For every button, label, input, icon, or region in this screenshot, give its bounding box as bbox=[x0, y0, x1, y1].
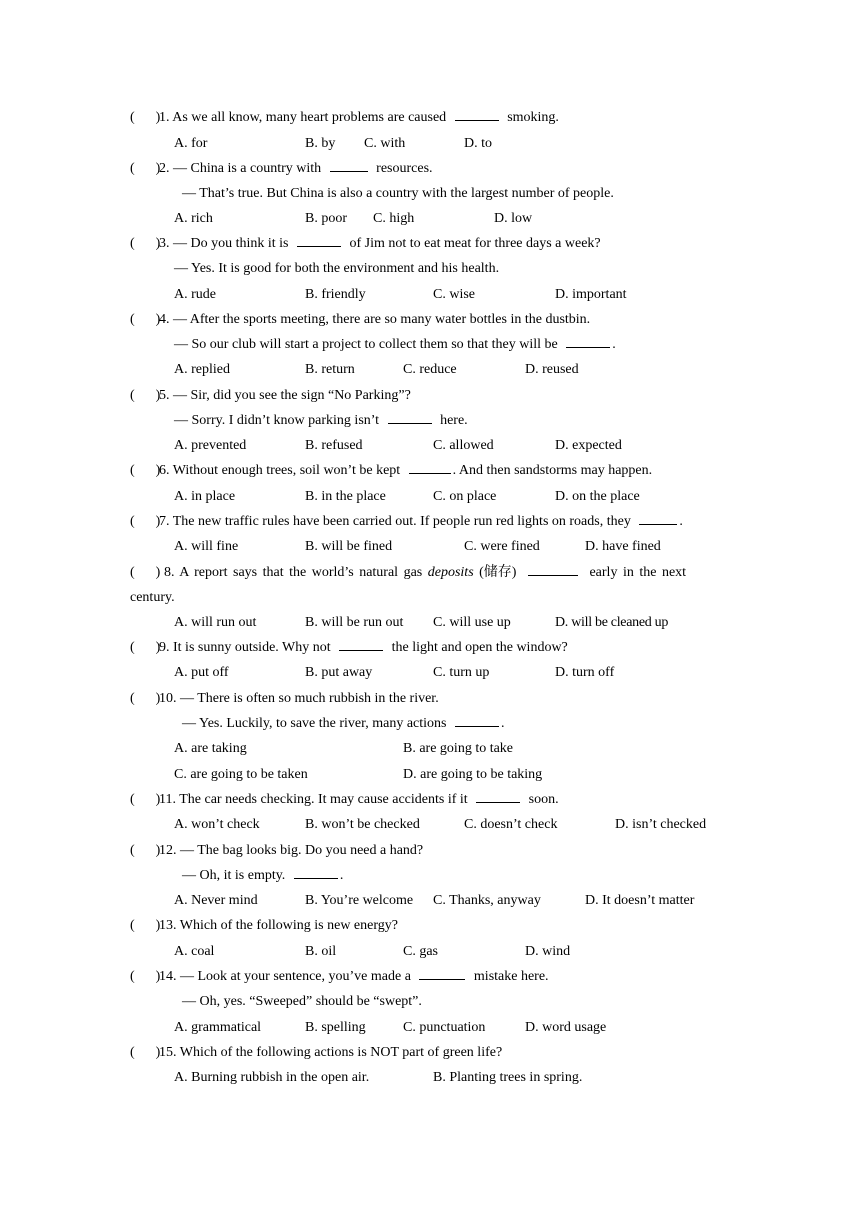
option-d[interactable]: D. on the place bbox=[555, 489, 640, 504]
option-a[interactable]: A. won’t check bbox=[174, 817, 260, 832]
option-b[interactable]: B. poor bbox=[305, 211, 347, 226]
answer-bracket[interactable]: ( ) bbox=[130, 565, 161, 580]
answer-blank bbox=[330, 161, 368, 172]
question-stem: 12. — The bag looks big. Do you need a hand? bbox=[159, 843, 424, 858]
option-b[interactable]: B. friendly bbox=[305, 287, 366, 302]
option-d[interactable]: D. important bbox=[555, 287, 627, 302]
dialogue-line: — Yes. It is good for both the environment and his health. bbox=[174, 261, 500, 276]
answer-bracket[interactable]: ( ) bbox=[130, 843, 161, 858]
answer-bracket[interactable]: ( ) bbox=[130, 388, 161, 403]
answer-bracket[interactable]: ( ) bbox=[130, 110, 161, 125]
answer-bracket[interactable]: ( ) bbox=[130, 463, 161, 478]
option-b[interactable]: B. are going to take bbox=[403, 741, 514, 756]
question-stem: 2. — China is a country with resources. bbox=[159, 161, 433, 176]
answer-blank bbox=[639, 514, 677, 525]
answer-bracket[interactable]: ( ) bbox=[130, 918, 161, 933]
option-b[interactable]: B. in the place bbox=[305, 489, 386, 504]
question-stem: 10. — There is often so much rubbish in the river. bbox=[159, 691, 439, 706]
option-d[interactable]: D. to bbox=[464, 136, 492, 151]
option-d[interactable]: D. expected bbox=[555, 438, 622, 453]
dialogue-line: — That’s true. But China is also a country with the largest number of people. bbox=[182, 186, 614, 201]
option-a[interactable]: A. replied bbox=[174, 362, 230, 377]
option-d[interactable]: D. will be cleaned up bbox=[555, 615, 669, 630]
option-a[interactable]: A. for bbox=[174, 136, 208, 151]
question-stem: 8. A report says that the world’s natural gas deposits (储存) early in the next bbox=[164, 565, 687, 580]
option-d[interactable]: D. have fined bbox=[585, 539, 661, 554]
option-b[interactable]: B. return bbox=[305, 362, 355, 377]
option-b[interactable]: B. spelling bbox=[305, 1020, 366, 1035]
answer-bracket[interactable]: ( ) bbox=[130, 161, 161, 176]
option-c[interactable]: C. doesn’t check bbox=[464, 817, 558, 832]
option-c[interactable]: C. punctuation bbox=[403, 1020, 486, 1035]
option-a[interactable]: A. rude bbox=[174, 287, 216, 302]
option-b[interactable]: B. won’t be checked bbox=[305, 817, 420, 832]
dialogue-line: — Oh, yes. “Sweeped” should be “swept”. bbox=[182, 994, 422, 1009]
answer-blank bbox=[297, 236, 341, 247]
option-d[interactable]: D. are going to be taking bbox=[403, 767, 543, 782]
option-c[interactable]: C. on place bbox=[433, 489, 497, 504]
option-d[interactable]: D. isn’t checked bbox=[615, 817, 707, 832]
option-a[interactable]: A. in place bbox=[174, 489, 236, 504]
answer-blank bbox=[339, 640, 383, 651]
dialogue-line: — Yes. Luckily, to save the river, many actions . bbox=[182, 716, 505, 731]
dialogue-line: — So our club will start a project to collect them so that they will be . bbox=[174, 337, 616, 352]
dialogue-line: — Sorry. I didn’t know parking isn’t here. bbox=[174, 413, 468, 428]
answer-blank bbox=[455, 110, 499, 121]
option-a[interactable]: A. will fine bbox=[174, 539, 239, 554]
question-stem: 6. Without enough trees, soil won’t be kept . And then sandstorms may happen. bbox=[159, 463, 653, 478]
option-d[interactable]: D. It doesn’t matter bbox=[585, 893, 695, 908]
answer-blank bbox=[528, 565, 578, 576]
option-b[interactable]: B. will be fined bbox=[305, 539, 393, 554]
answer-blank bbox=[455, 716, 499, 727]
option-b[interactable]: B. by bbox=[305, 136, 336, 151]
option-c[interactable]: C. with bbox=[364, 136, 406, 151]
chinese-gloss: (储存) bbox=[479, 565, 517, 580]
answer-bracket[interactable]: ( ) bbox=[130, 514, 161, 529]
answer-bracket[interactable]: ( ) bbox=[130, 312, 161, 327]
option-d[interactable]: D. wind bbox=[525, 944, 571, 959]
option-b[interactable]: B. put away bbox=[305, 665, 373, 680]
option-a[interactable]: A. coal bbox=[174, 944, 215, 959]
question-stem: 4. — After the sports meeting, there are so many water bottles in the dustbin. bbox=[159, 312, 591, 327]
option-c[interactable]: C. allowed bbox=[433, 438, 494, 453]
question-stem: 14. — Look at your sentence, you’ve made a mistake here. bbox=[159, 969, 549, 984]
option-a[interactable]: A. Burning rubbish in the open air. bbox=[174, 1070, 370, 1085]
option-a[interactable]: A. Never mind bbox=[174, 893, 258, 908]
option-c[interactable]: C. turn up bbox=[433, 665, 490, 680]
question-stem: 13. Which of the following is new energy? bbox=[159, 918, 398, 933]
option-d[interactable]: D. low bbox=[494, 211, 533, 226]
option-b[interactable]: B. oil bbox=[305, 944, 337, 959]
answer-bracket[interactable]: ( ) bbox=[130, 691, 161, 706]
option-c[interactable]: C. gas bbox=[403, 944, 438, 959]
answer-blank bbox=[419, 969, 465, 980]
option-c[interactable]: C. were fined bbox=[464, 539, 540, 554]
option-c[interactable]: C. will use up bbox=[433, 615, 511, 630]
question-stem: 1. As we all know, many heart problems are caused smoking. bbox=[159, 110, 559, 125]
question-stem-continued: century. bbox=[130, 590, 175, 605]
answer-blank bbox=[294, 868, 338, 879]
option-a[interactable]: A. are taking bbox=[174, 741, 247, 756]
italic-term: deposits bbox=[427, 565, 474, 580]
option-c[interactable]: C. are going to be taken bbox=[174, 767, 308, 782]
question-stem: 9. It is sunny outside. Why not the light and open the window? bbox=[159, 640, 568, 655]
option-b[interactable]: B. You’re welcome bbox=[305, 893, 414, 908]
option-a[interactable]: A. will run out bbox=[174, 615, 257, 630]
option-b[interactable]: B. refused bbox=[305, 438, 363, 453]
question-stem: 3. — Do you think it is of Jim not to eat meat for three days a week? bbox=[159, 236, 601, 251]
answer-bracket[interactable]: ( ) bbox=[130, 640, 161, 655]
answer-bracket[interactable]: ( ) bbox=[130, 969, 161, 984]
option-a[interactable]: A. put off bbox=[174, 665, 229, 680]
question-stem: 7. The new traffic rules have been carried out. If people run red lights on roads, they . bbox=[159, 514, 683, 529]
option-a[interactable]: A. prevented bbox=[174, 438, 247, 453]
answer-bracket[interactable]: ( ) bbox=[130, 236, 161, 251]
option-c[interactable]: C. wise bbox=[433, 287, 475, 302]
option-c[interactable]: C. Thanks, anyway bbox=[433, 893, 541, 908]
option-d[interactable]: D. word usage bbox=[525, 1020, 607, 1035]
answer-blank bbox=[388, 413, 432, 424]
answer-bracket[interactable]: ( ) bbox=[130, 792, 161, 807]
option-d[interactable]: D. reused bbox=[525, 362, 579, 377]
answer-bracket[interactable]: ( ) bbox=[130, 1045, 161, 1060]
option-c[interactable]: C. reduce bbox=[403, 362, 457, 377]
answer-blank bbox=[476, 792, 520, 803]
option-a[interactable]: A. grammatical bbox=[174, 1020, 262, 1035]
answer-blank bbox=[409, 463, 451, 474]
option-c[interactable]: C. high bbox=[373, 211, 415, 226]
question-stem: 5. — Sir, did you see the sign “No Parking”? bbox=[159, 388, 411, 403]
question-stem: 11. The car needs checking. It may cause accidents if it soon. bbox=[159, 792, 559, 807]
option-d[interactable]: D. turn off bbox=[555, 665, 615, 680]
option-b[interactable]: B. will be run out bbox=[305, 615, 404, 630]
option-a[interactable]: A. rich bbox=[174, 211, 213, 226]
option-b[interactable]: B. Planting trees in spring. bbox=[433, 1070, 583, 1085]
answer-blank bbox=[566, 337, 610, 348]
question-stem: 15. Which of the following actions is NOT part of green life? bbox=[159, 1045, 503, 1060]
dialogue-line: — Oh, it is empty. . bbox=[182, 868, 344, 883]
